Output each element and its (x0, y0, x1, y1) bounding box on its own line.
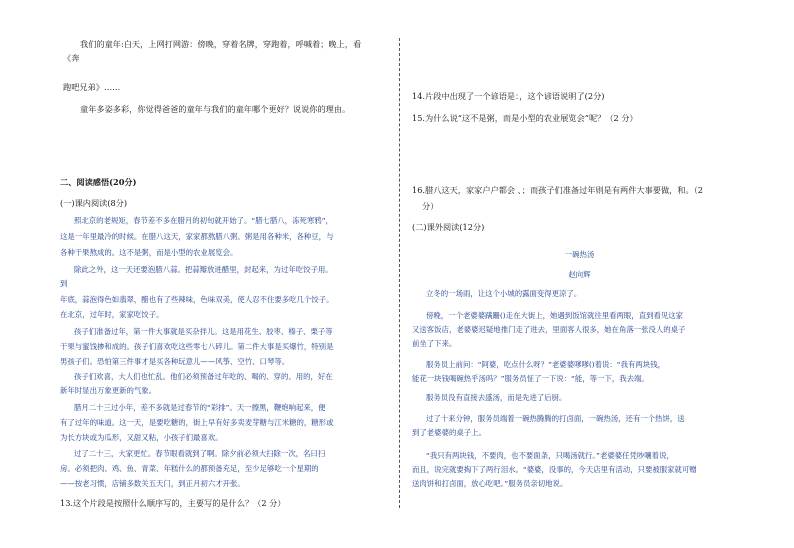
story-author: 赵向辉 (568, 270, 591, 279)
passage-line: 在北京，过年时，家家吃饺子。 (60, 310, 164, 319)
story-line: 立冬的一场雨，让这个小城的露面变得更凉了。 (426, 289, 582, 298)
question-16-score: 分） (422, 201, 439, 211)
story-line: 又送客饭店，老婆婆迟疑地推门走了进去，里面客人很多，她在角落一张没人的桌子 (412, 325, 686, 334)
passage-line: 干果与蜜饯掺和成的。孩子们喜欢吃这些零七八碎儿。第二件大事是买爆竹，特别是 (60, 342, 334, 351)
passage-line: 年底，蒜泡得色如翡翠，醋也有了些辣味，色味双美，使人忍不住要多吃几个饺子。 (60, 295, 334, 304)
story-line: 傍晚，一个老婆婆蹒跚()走在大街上，她遇到饭馆就往里看两眼，直到看见这家 (426, 311, 684, 320)
passage-line: ——按老习惯，店铺多数关五天门，到正月初六才开张。 (60, 479, 245, 488)
passage-line: 为长方块或为瓜形，又甜又粘，小孩子们最喜欢。 (60, 433, 223, 442)
passage-line: 除此之外，这一天还要泡腊八蒜。把蒜瓣放进醋里，封起来，为过年吃饺子用。 (74, 265, 333, 274)
passage-line: 孩子们准备过年，第一件大事就是买杂拌儿。这是用花生、胶枣、榛子、栗子等 (74, 327, 333, 336)
passage-line: 腊月二十三过小年，差不多就是过春节的“彩排”。天一擦黑，鞭炮响起来，便 (74, 403, 326, 412)
intro-line-1: 我们的童年:白天，上网打网游：傍晚，穿着名牌，穿跑着，呼喊着；晚上，看 (80, 39, 362, 49)
question-13: 13.这个片段是按照什么顺序写的，主要写的是什么？（2 分） (60, 498, 286, 508)
story-title: 一碗热汤 (564, 250, 595, 259)
passage-line: 有了过年的味道。这一天，是要吃糖的，街上早有好多卖麦芽糖与江米糖的，糖形或 (60, 418, 334, 427)
intro-question: 童年多姿多彩，你觉得爸爸的童年与我们的童年哪个更好？说说你的理由。 (80, 104, 351, 114)
intro-line-2: 《奔 (63, 53, 80, 63)
story-line: 服务员没有直接去盛汤，而是先进了后厨。 (426, 393, 567, 402)
passage-line: 各种干果熬成的。这不是粥，而是小型的农业展览会。 (60, 248, 238, 257)
story-line: 到了老婆婆的桌子上。 (412, 428, 486, 437)
passage-line: 男孩子们。恐怕第三件事才是买各种玩意儿——风筝、空竹、口琴等。 (60, 357, 290, 366)
question-15: 15.为什么说“这不是粥，而是小型的农业展览会”呢？（2 分） (412, 113, 638, 123)
intro-line-3: 跑吧兄弟》…… (63, 82, 121, 92)
sub-title-in-class-reading: (一)课内阅读(8分) (60, 198, 128, 208)
section-title: 二、阅读感悟(20分) (60, 177, 137, 187)
passage-line: 新年时显出万象更新的气象。 (60, 386, 157, 395)
story-line: “我只有两块钱，不要肉，也不要面条，只喝汤就行。”老婆婆任凭吵嚷着说， (426, 451, 674, 460)
story-line: 能花一块钱喝碗热乎汤吗？”服务员怔了一下说：“能，等一下，我去端。 (412, 374, 649, 383)
question-14: 14.片段中出现了一个谚语是：，这个谚语说明了(2分) (412, 91, 605, 101)
passage-line: 到 (60, 279, 68, 288)
story-line: 过了十来分钟，服务员端着一碗热腾腾的打卤面，一碗热汤，还有一个热饼，送 (426, 414, 685, 423)
passage-line: 孩子们欢喜，大人们也忙乱。他们必须预备过年吃的、喝的、穿的、用的，好在 (74, 372, 333, 381)
story-line: 而且，说完就要掏下了两行泪水。“婆婆，没事的，今天店里有活动，只要被服家就可赠 (412, 465, 697, 474)
passage-line: 这是一年里最冷的时候。在腊八这天，家家都熬腊八粥。粥是用各种米，各种豆，与 (60, 232, 334, 241)
column-divider (399, 38, 400, 508)
story-line: 送肉饼和打卤面，放心吃吧。”服务员亲切地说。 (412, 479, 568, 488)
story-line: 前坐了下来。 (412, 339, 457, 348)
passage-line: 房。必须把肉、鸡、鱼、青菜、年糕什么的都预备充足，至少足够吃一个星期的 (60, 464, 319, 473)
passage-line: 照北京的老规矩，春节差不多在腊月的初旬就开始了。“腊七腊八，冻死寒鸦”， (74, 216, 333, 225)
sub-title-extra-reading: (二)课外阅读(12分) (412, 222, 485, 232)
question-16: 16.腊八这天，家家户户都会 、；而孩子们准备过年则是有两件大事要做，和。（2 (412, 185, 704, 195)
passage-line: 过了二十三，大家更忙。春节眼看就到了啊。除夕前必须大扫除一次，名曰扫 (74, 449, 326, 458)
story-line: 服务员上前问：“阿婆，吃点什么呀？”老婆婆嗲嗲()着说：“我有两块钱， (426, 360, 665, 369)
